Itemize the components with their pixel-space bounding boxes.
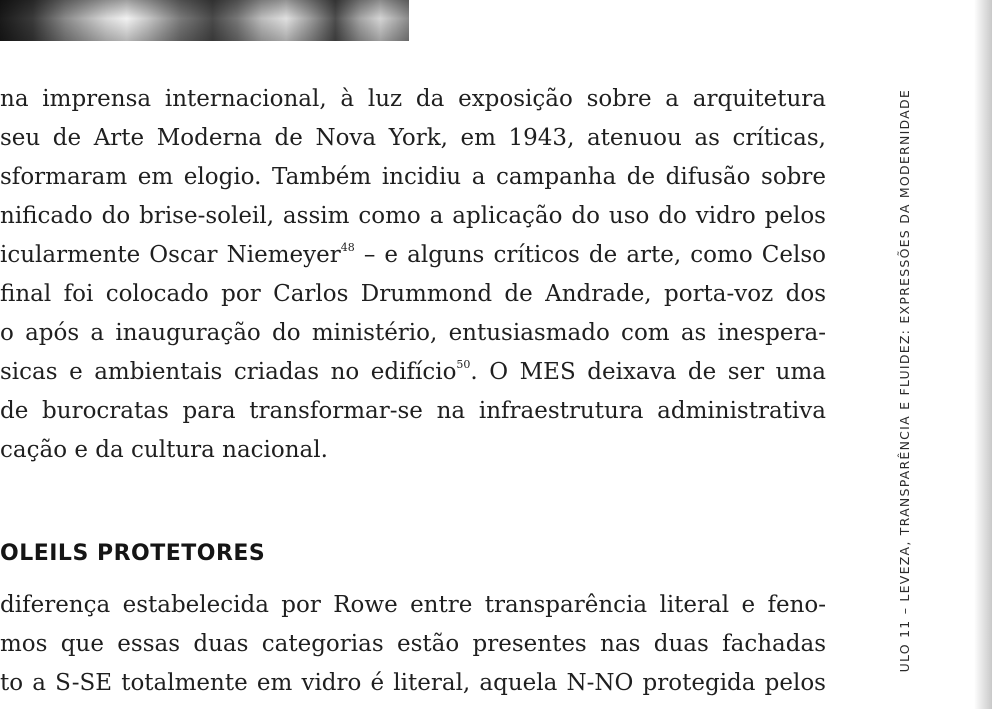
running-head: ULO 11 – LEVEZA, TRANSPARÊNCIA E FLUIDEZ: EXPRESSÕES DA MODERNIDADE: [897, 89, 912, 673]
page-edge: [974, 0, 992, 709]
footnote-ref: 50: [456, 358, 471, 371]
text-line: sicas e ambientais criadas no edifício$^{50}$. O MES deixava de ser uma: [0, 358, 826, 385]
footnote-ref: 48: [340, 241, 355, 254]
text-line: nificado do brise-soleil, assim como a aplicação do uso do vidro pelos: [0, 203, 826, 229]
building-photo: [0, 0, 409, 41]
text-line: na imprensa internacional, à luz da exposição sobre a arquitetura: [0, 86, 826, 112]
text-line: final foi colocado por Carlos Drummond de Andrade, porta-voz dos: [0, 281, 826, 307]
text-line: de burocratas para transformar-se na infraestrutura administrativa: [0, 398, 826, 424]
section-heading: OLEILS PROTETORES: [0, 541, 266, 566]
text-line: o após a inauguração do ministério, entusiasmado com as inespera-: [0, 320, 826, 346]
text-line: to a S-SE totalmente em vidro é literal, aquela N-NO protegida pelos: [0, 670, 826, 696]
text-line: diferença estabelecida por Rowe entre transparência literal e feno-: [0, 592, 826, 618]
text-line: mos que essas duas categorias estão presentes nas duas fachadas: [0, 631, 826, 657]
text-line: cação e da cultura nacional.: [0, 437, 328, 463]
text-line: icularmente Oscar Niemeyer$^{48}$ – e alguns críticos de arte, como Celso: [0, 241, 826, 268]
text-line: sformaram em elogio. Também incidiu a campanha de difusão sobre: [0, 164, 826, 190]
text-line: seu de Arte Moderna de Nova York, em 1943, atenuou as críticas,: [0, 125, 826, 151]
